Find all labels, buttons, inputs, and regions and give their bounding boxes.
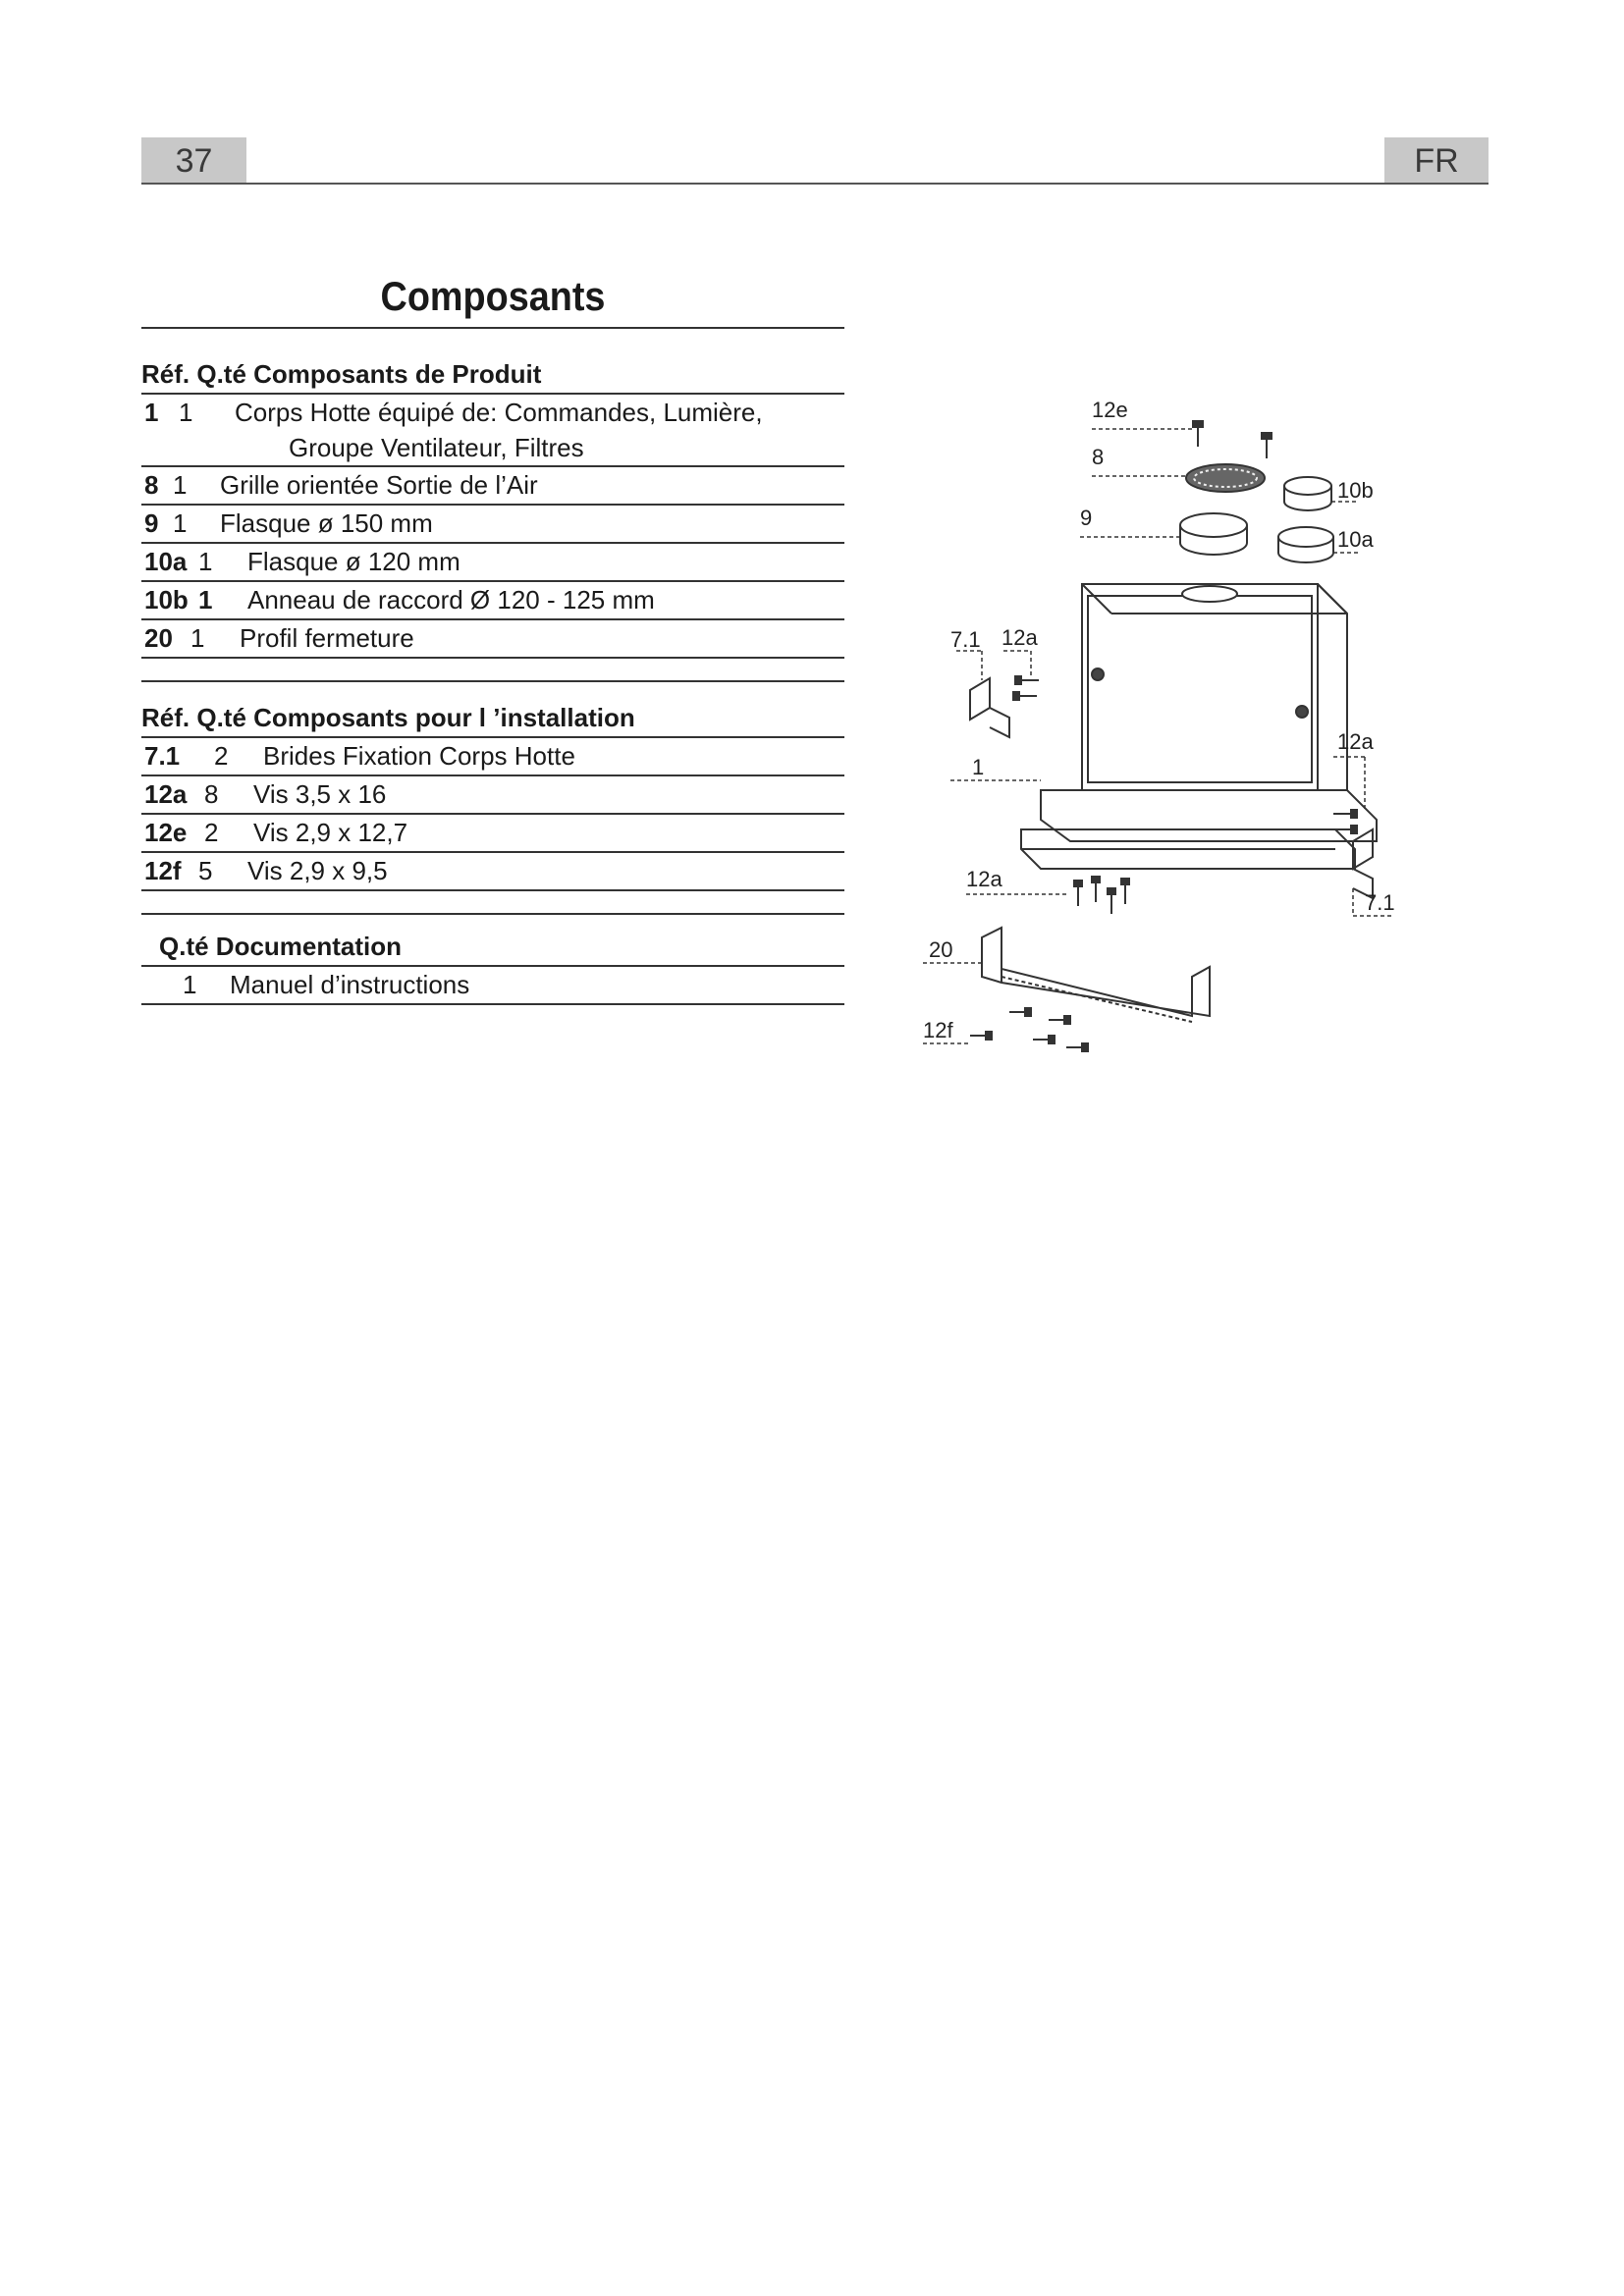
- documentation-heading: Q.té Documentation: [141, 928, 844, 967]
- label-12a-left: 12a: [1001, 625, 1038, 650]
- qty-cell: 1: [198, 547, 213, 576]
- table-end-rule: [141, 891, 844, 915]
- label-1: 1: [972, 755, 985, 779]
- qty-cell: 2: [214, 741, 229, 771]
- desc-cell: Brides Fixation Corps Hotte: [263, 741, 575, 771]
- table-row: [141, 467, 844, 506]
- label-10b: 10b: [1337, 478, 1374, 503]
- label-7-1-right: 7.1: [1365, 890, 1395, 915]
- table-row: [141, 776, 844, 815]
- qty-cell: 1: [179, 398, 193, 427]
- ref-cell: 9: [144, 508, 159, 538]
- qty-cell: 1: [173, 470, 188, 500]
- desc-cell: Anneau de raccord Ø 120 - 125 mm: [247, 585, 655, 614]
- desc-cell: Vis 2,9 x 9,5: [247, 856, 388, 885]
- desc-cell: Grille orientée Sortie de l’Air: [220, 470, 538, 500]
- installation-components-heading: Réf. Q.té Composants pour l ’installation: [141, 699, 844, 738]
- label-12a-bottom: 12a: [966, 867, 1002, 891]
- table-row: [141, 815, 844, 853]
- table-row: [141, 506, 844, 544]
- ref-cell: 12e: [144, 818, 188, 847]
- table-row: [141, 967, 844, 1005]
- exploded-assembly-diagram: [923, 388, 1414, 1075]
- desc-cell: Flasque ø 150 mm: [220, 508, 433, 538]
- desc-cell: Manuel d’instructions: [230, 970, 470, 999]
- qty-cell: 1: [183, 970, 197, 999]
- label-12f: 12f: [923, 1018, 953, 1042]
- installation-components-table: [141, 699, 844, 915]
- header-rule: [141, 183, 1489, 185]
- ref-cell: 1: [144, 398, 159, 427]
- product-components-table: [141, 355, 844, 682]
- desc-cell: Profil fermeture: [240, 623, 414, 653]
- table-row: [141, 853, 844, 891]
- label-12e: 12e: [1092, 398, 1128, 422]
- ref-cell: 12a: [144, 779, 188, 809]
- title-rule: [141, 327, 844, 329]
- label-7-1-left: 7.1: [950, 627, 981, 652]
- qty-cell: 2: [204, 818, 219, 847]
- desc-cell: Flasque ø 120 mm: [247, 547, 460, 576]
- language-code: FR: [1384, 137, 1489, 183]
- page-number: 37: [141, 137, 246, 183]
- table-row: [141, 544, 844, 582]
- label-9: 9: [1080, 506, 1093, 530]
- ref-cell: 7.1: [144, 741, 181, 771]
- table-row: [141, 620, 844, 659]
- ref-cell: 10b: [144, 585, 189, 614]
- label-10a: 10a: [1337, 527, 1374, 552]
- desc-cell: Vis 2,9 x 12,7: [253, 818, 408, 847]
- table-row: [141, 395, 844, 467]
- product-components-heading: Réf. Q.té Composants de Produit: [141, 355, 844, 395]
- label-12a-right: 12a: [1337, 729, 1374, 754]
- label-8: 8: [1092, 445, 1105, 469]
- ref-cell: 10a: [144, 547, 188, 576]
- qty-cell: 5: [198, 856, 213, 885]
- qty-cell: 1: [190, 623, 205, 653]
- table-row: [141, 582, 844, 620]
- page-title: Composants: [380, 273, 606, 319]
- qty-cell: 8: [204, 779, 219, 809]
- documentation-table: [141, 928, 844, 1005]
- desc-cell: Corps Hotte équipé de: Commandes, Lumière,: [235, 398, 763, 427]
- table-end-rule: [141, 659, 844, 682]
- desc-cell: Vis 3,5 x 16: [253, 779, 387, 809]
- qty-cell: 1: [173, 508, 188, 538]
- table-row: [141, 738, 844, 776]
- desc-cell-line2: Groupe Ventilateur, Filtres: [289, 433, 584, 462]
- qty-cell: 1: [198, 585, 213, 614]
- ref-cell: 8: [144, 470, 159, 500]
- ref-cell: 12f: [144, 856, 182, 885]
- label-20: 20: [929, 937, 953, 962]
- ref-cell: 20: [144, 623, 173, 653]
